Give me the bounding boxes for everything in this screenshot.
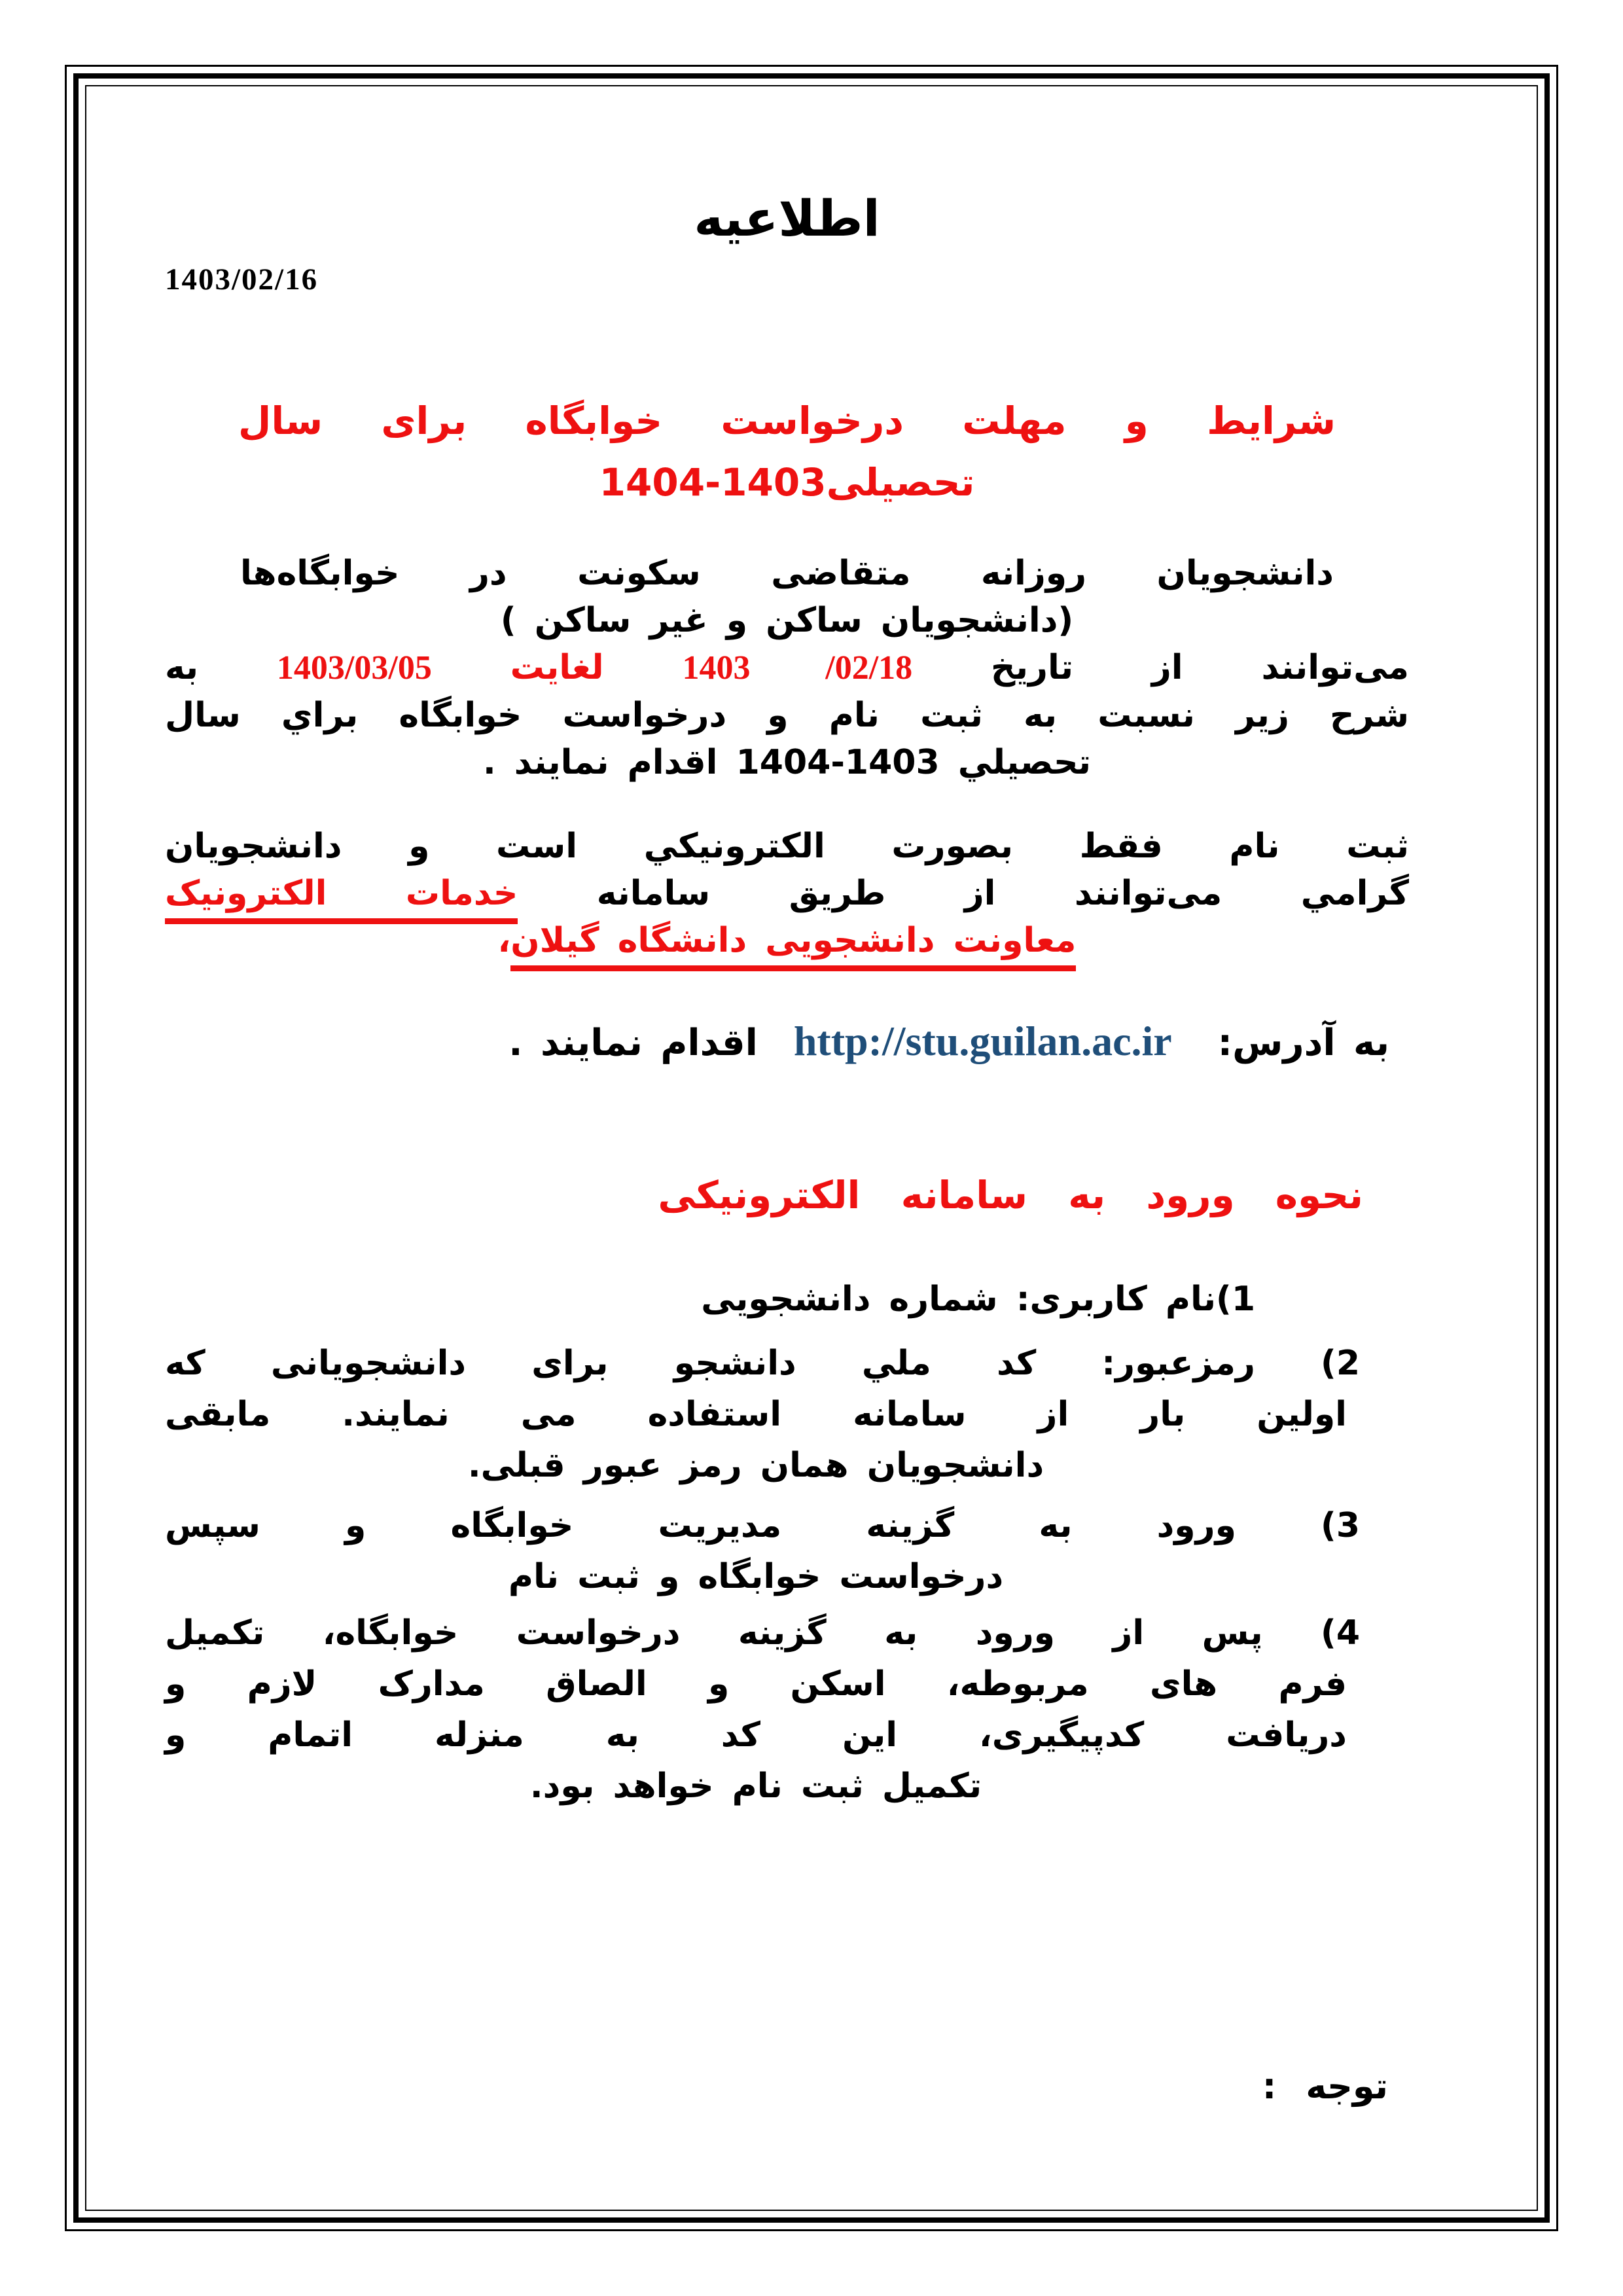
paragraph-line: ثبت نام فقط بصورت الکترونيکي است و دانشجويان [165, 827, 1409, 866]
list-item-2 [165, 1338, 1409, 1491]
paragraph-eligibility [165, 550, 1409, 786]
document-date: 1403/02/16 [165, 262, 319, 296]
paragraph-line: دانشجویان روزانه متقاضی سکونت در خوابگاه‌ها [240, 554, 1334, 593]
text-segment: می‌توانند از تاریخ [912, 648, 1409, 687]
list-item-line: اولين بار از سامانه استفاده می نمايند. مابقی [165, 1395, 1347, 1434]
list-item-line: 2) رمزعبور: کد ملي دانشجو برای دانشجويانی که [165, 1344, 1360, 1383]
address-suffix: اقدام نمايند . [508, 1022, 758, 1064]
end-date: 1403/03/05 [276, 649, 432, 687]
text-segment-until: لغایت [431, 648, 683, 687]
portal-url-link[interactable]: http://stu.guilan.ac.ir [793, 1018, 1172, 1064]
page-border-thick [73, 73, 1550, 2223]
text-segment: گرامي می‌توانند از طريق سامانه [518, 874, 1409, 913]
paragraph-line: تحصيلي 1403-1404 اقدام نمايند . [482, 743, 1092, 782]
address-label: به آدرس: [1217, 1022, 1389, 1064]
page-border-inner [85, 85, 1538, 2211]
address-line [165, 1011, 1409, 1073]
list-item-line: دريافت کدپيگيری، اين کد به منزله اتمام و [165, 1715, 1347, 1755]
document-content [86, 86, 1537, 2210]
system-name-part2: معاونت دانشجويی دانشگاه گيلان [510, 921, 1076, 971]
paragraph-line-system [165, 870, 1409, 917]
paragraph-registration [165, 823, 1409, 964]
text-segment: به [165, 648, 277, 687]
attention-label: توجه : [1262, 2066, 1388, 2107]
system-name-part1: خدمات الکترونيک [165, 874, 518, 924]
instruction-list [165, 1274, 1409, 1812]
main-heading-line1: شرایط و مهلت درخواست خوابگاه برای سال [238, 399, 1336, 443]
list-item-line: درخواست خوابگاه و ثبت نام [508, 1557, 1004, 1596]
list-item-4 [165, 1607, 1409, 1812]
list-item-line: 3) ورود به گزينه مديريت خوابگاه و سپس [165, 1506, 1360, 1545]
list-item-line: دانشجويان همان رمز عبور قبلی. [467, 1446, 1044, 1485]
list-item-1: 1)نام کاربری: شماره دانشجويی [701, 1280, 1255, 1319]
main-heading-line2: تحصیلی1403-1404 [599, 460, 975, 505]
page-border-outer [65, 65, 1558, 2231]
paragraph-line: شرح زیر نسبت به ثبت نام و درخواست خوابگاه براي سال [165, 696, 1409, 735]
comma: ، [497, 921, 511, 960]
list-item-line: فرم های مربوطه، اسکن و الصاق مدارک لازم و [165, 1664, 1347, 1704]
page-title: اطلاعیه [694, 189, 880, 247]
list-item-line: 4) پس از ورود به گزينه درخواست خوابگاه، تکميل [165, 1613, 1360, 1653]
start-date: 1403 /02/18 [682, 649, 913, 687]
list-item-3 [165, 1500, 1409, 1602]
section-heading-login: نحوه ورود به سامانه الکترونيکی [658, 1173, 1363, 1217]
paragraph-line: (دانشجویان ساکن و غیر ساکن ) [500, 601, 1074, 640]
list-item-line: تکميل ثبت نام خواهد بود. [529, 1767, 982, 1806]
paragraph-line-dates [165, 644, 1409, 692]
